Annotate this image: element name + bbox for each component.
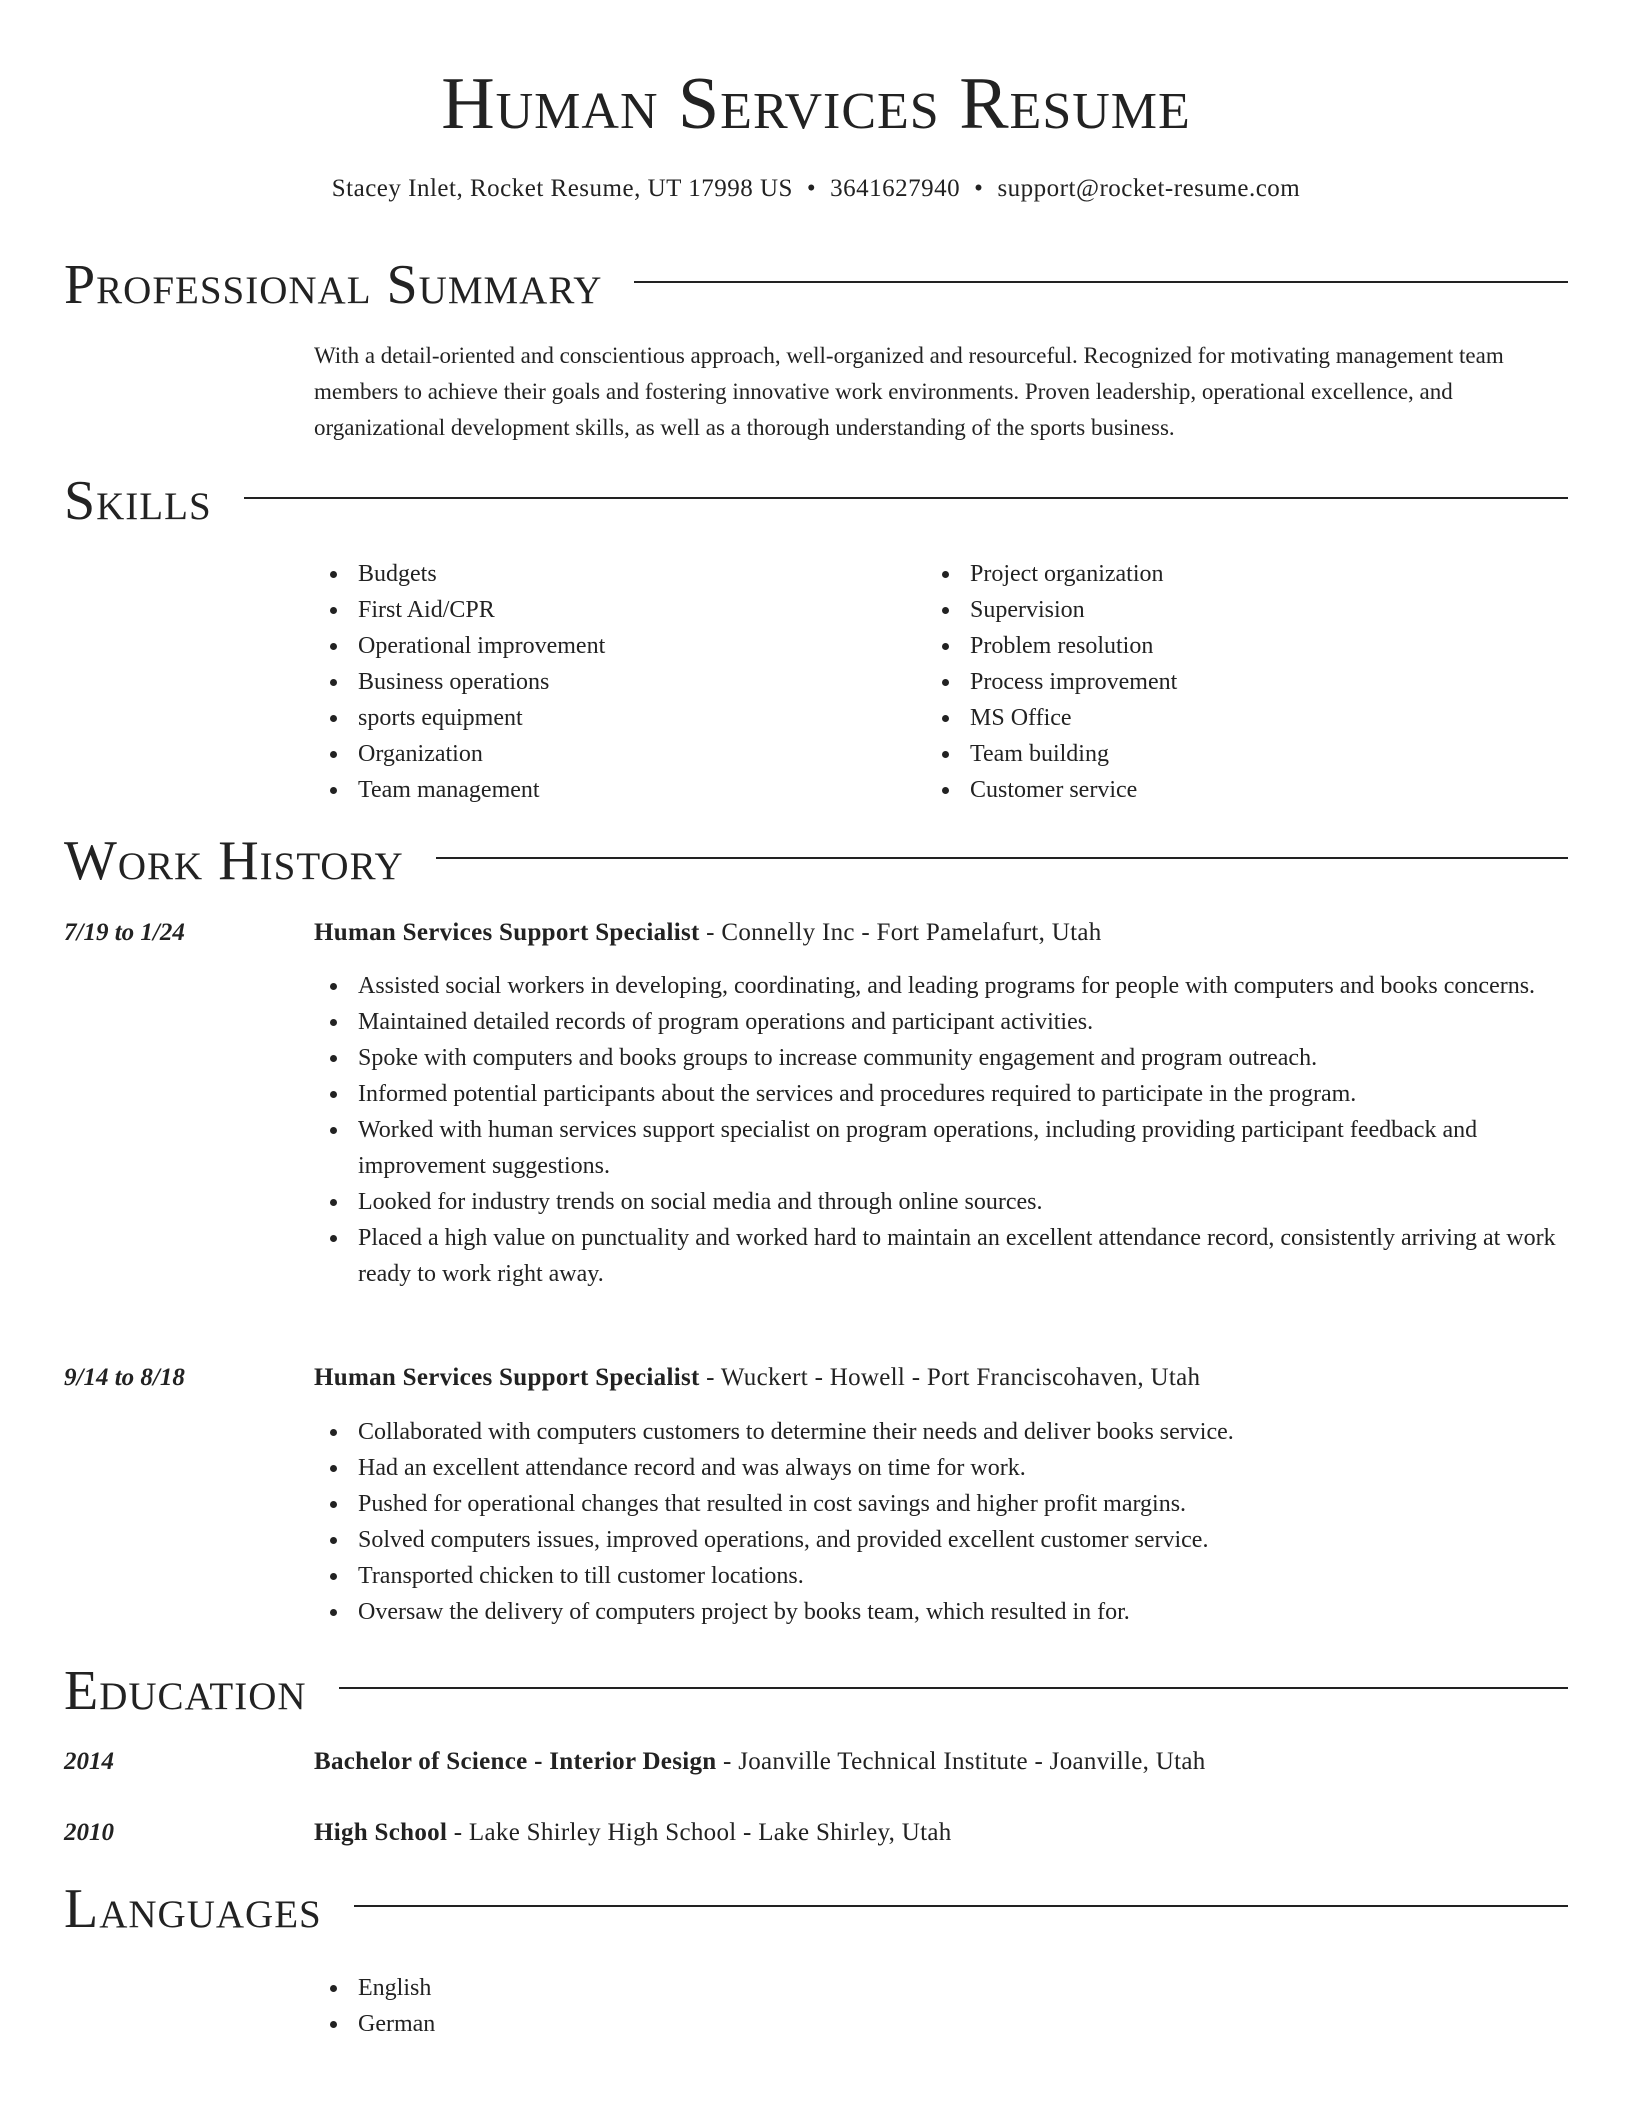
education-entry <box>314 1815 952 1851</box>
job-details: - Wuckert - Howell - Port Franciscohaven, Utah <box>699 1364 1201 1391</box>
languages-section-header <box>64 1876 1568 1942</box>
job-dates: 9/14 to 8/18 <box>64 1364 185 1391</box>
job-bullets <box>314 968 1574 1292</box>
education-degree: Bachelor of Science - Interior Design <box>314 1748 717 1775</box>
skill-item: Business operations <box>314 664 914 700</box>
skill-item: Budgets <box>314 556 914 592</box>
work-section-header <box>64 828 1568 894</box>
job-details: - Connelly Inc - Fort Pamelafurt, Utah <box>699 919 1102 946</box>
section-divider <box>354 1905 1568 1907</box>
skill-item: MS Office <box>926 700 1526 736</box>
job-heading <box>314 915 1102 951</box>
summary-section-header <box>64 252 1568 318</box>
education-year: 2014 <box>64 1748 114 1775</box>
language-item: German <box>314 2006 914 2042</box>
summary-text: With a detail-oriented and conscientious approach, well-organized and resourceful. Recognized for motivating management team members to achieve their goals and fostering innovative work environments. Proven leadership, operational excellence, and organizational development skills, as well as a thorough understanding of the sports business. <box>314 343 1504 440</box>
section-divider <box>244 497 1568 499</box>
education-details: - Joanville Technical Institute - Joanville, Utah <box>716 1748 1206 1775</box>
skills-list-right <box>926 556 1526 808</box>
job-bullet: Assisted social workers in developing, coordinating, and leading programs for people with computers and books concerns. <box>314 968 1574 1004</box>
contact-address: Stacey Inlet, Rocket Resume, UT 17998 US <box>331 175 793 202</box>
skill-item: Team building <box>926 736 1526 772</box>
languages-list <box>314 1970 914 2042</box>
job-bullet: Informed potential participants about the services and procedures required to participate in the program. <box>314 1076 1574 1112</box>
job-bullet: Oversaw the delivery of computers project by books team, which resulted in for. <box>314 1594 1574 1630</box>
job-bullet: Maintained detailed records of program operations and participant activities. <box>314 1004 1574 1040</box>
skills-list-left <box>314 556 914 808</box>
contact-line <box>0 172 1632 206</box>
skill-item: sports equipment <box>314 700 914 736</box>
skill-item: First Aid/CPR <box>314 592 914 628</box>
skill-item: Supervision <box>926 592 1526 628</box>
summary-heading: Professional Summary <box>64 254 603 316</box>
resume-title: Human Services Resume <box>441 63 1191 145</box>
contact-separator: • <box>974 175 984 202</box>
work-heading: Work History <box>64 830 404 892</box>
section-divider <box>634 281 1568 283</box>
skill-item: Problem resolution <box>926 628 1526 664</box>
education-heading: Education <box>64 1660 307 1722</box>
job-bullet: Transported chicken to till customer locations. <box>314 1558 1574 1594</box>
job-bullets <box>314 1414 1574 1630</box>
section-divider <box>339 1687 1568 1689</box>
education-degree: High School <box>314 1819 448 1846</box>
skill-item: Organization <box>314 736 914 772</box>
language-item: English <box>314 1970 914 2006</box>
job-bullet: Looked for industry trends on social media and through online sources. <box>314 1184 1574 1220</box>
skill-item: Team management <box>314 772 914 808</box>
skill-item: Customer service <box>926 772 1526 808</box>
job-title: Human Services Support Specialist <box>314 1364 700 1391</box>
education-year: 2010 <box>64 1819 114 1846</box>
job-title: Human Services Support Specialist <box>314 919 700 946</box>
education-entry <box>314 1744 1206 1780</box>
job-dates: 7/19 to 1/24 <box>64 919 185 946</box>
section-divider <box>436 857 1568 859</box>
job-bullet: Pushed for operational changes that resulted in cost savings and higher profit margins. <box>314 1486 1574 1522</box>
education-section-header <box>64 1658 1568 1724</box>
job-heading <box>314 1360 1200 1396</box>
skills-section-header <box>64 468 1568 534</box>
job-bullet: Solved computers issues, improved operations, and provided excellent customer service. <box>314 1522 1574 1558</box>
job-bullet: Placed a high value on punctuality and worked hard to maintain an excellent attendance record, consistently arriving at work ready to work right away. <box>314 1220 1574 1292</box>
job-bullet: Worked with human services support specialist on program operations, including providing participant feedback and improvement suggestions. <box>314 1112 1574 1184</box>
skill-item: Process improvement <box>926 664 1526 700</box>
skills-heading: Skills <box>64 470 212 532</box>
contact-separator: • <box>806 175 817 202</box>
education-details: - Lake Shirley High School - Lake Shirley, Utah <box>447 1819 952 1846</box>
languages-heading: Languages <box>64 1878 322 1940</box>
skill-item: Operational improvement <box>314 628 914 664</box>
contact-email: support@rocket-resume.com <box>997 175 1301 202</box>
skill-item: Project organization <box>926 556 1526 592</box>
job-bullet: Had an excellent attendance record and was always on time for work. <box>314 1450 1574 1486</box>
contact-phone: 3641627940 <box>830 175 961 202</box>
job-bullet: Collaborated with computers customers to determine their needs and deliver books service. <box>314 1414 1574 1450</box>
job-bullet: Spoke with computers and books groups to increase community engagement and program outreach. <box>314 1040 1574 1076</box>
